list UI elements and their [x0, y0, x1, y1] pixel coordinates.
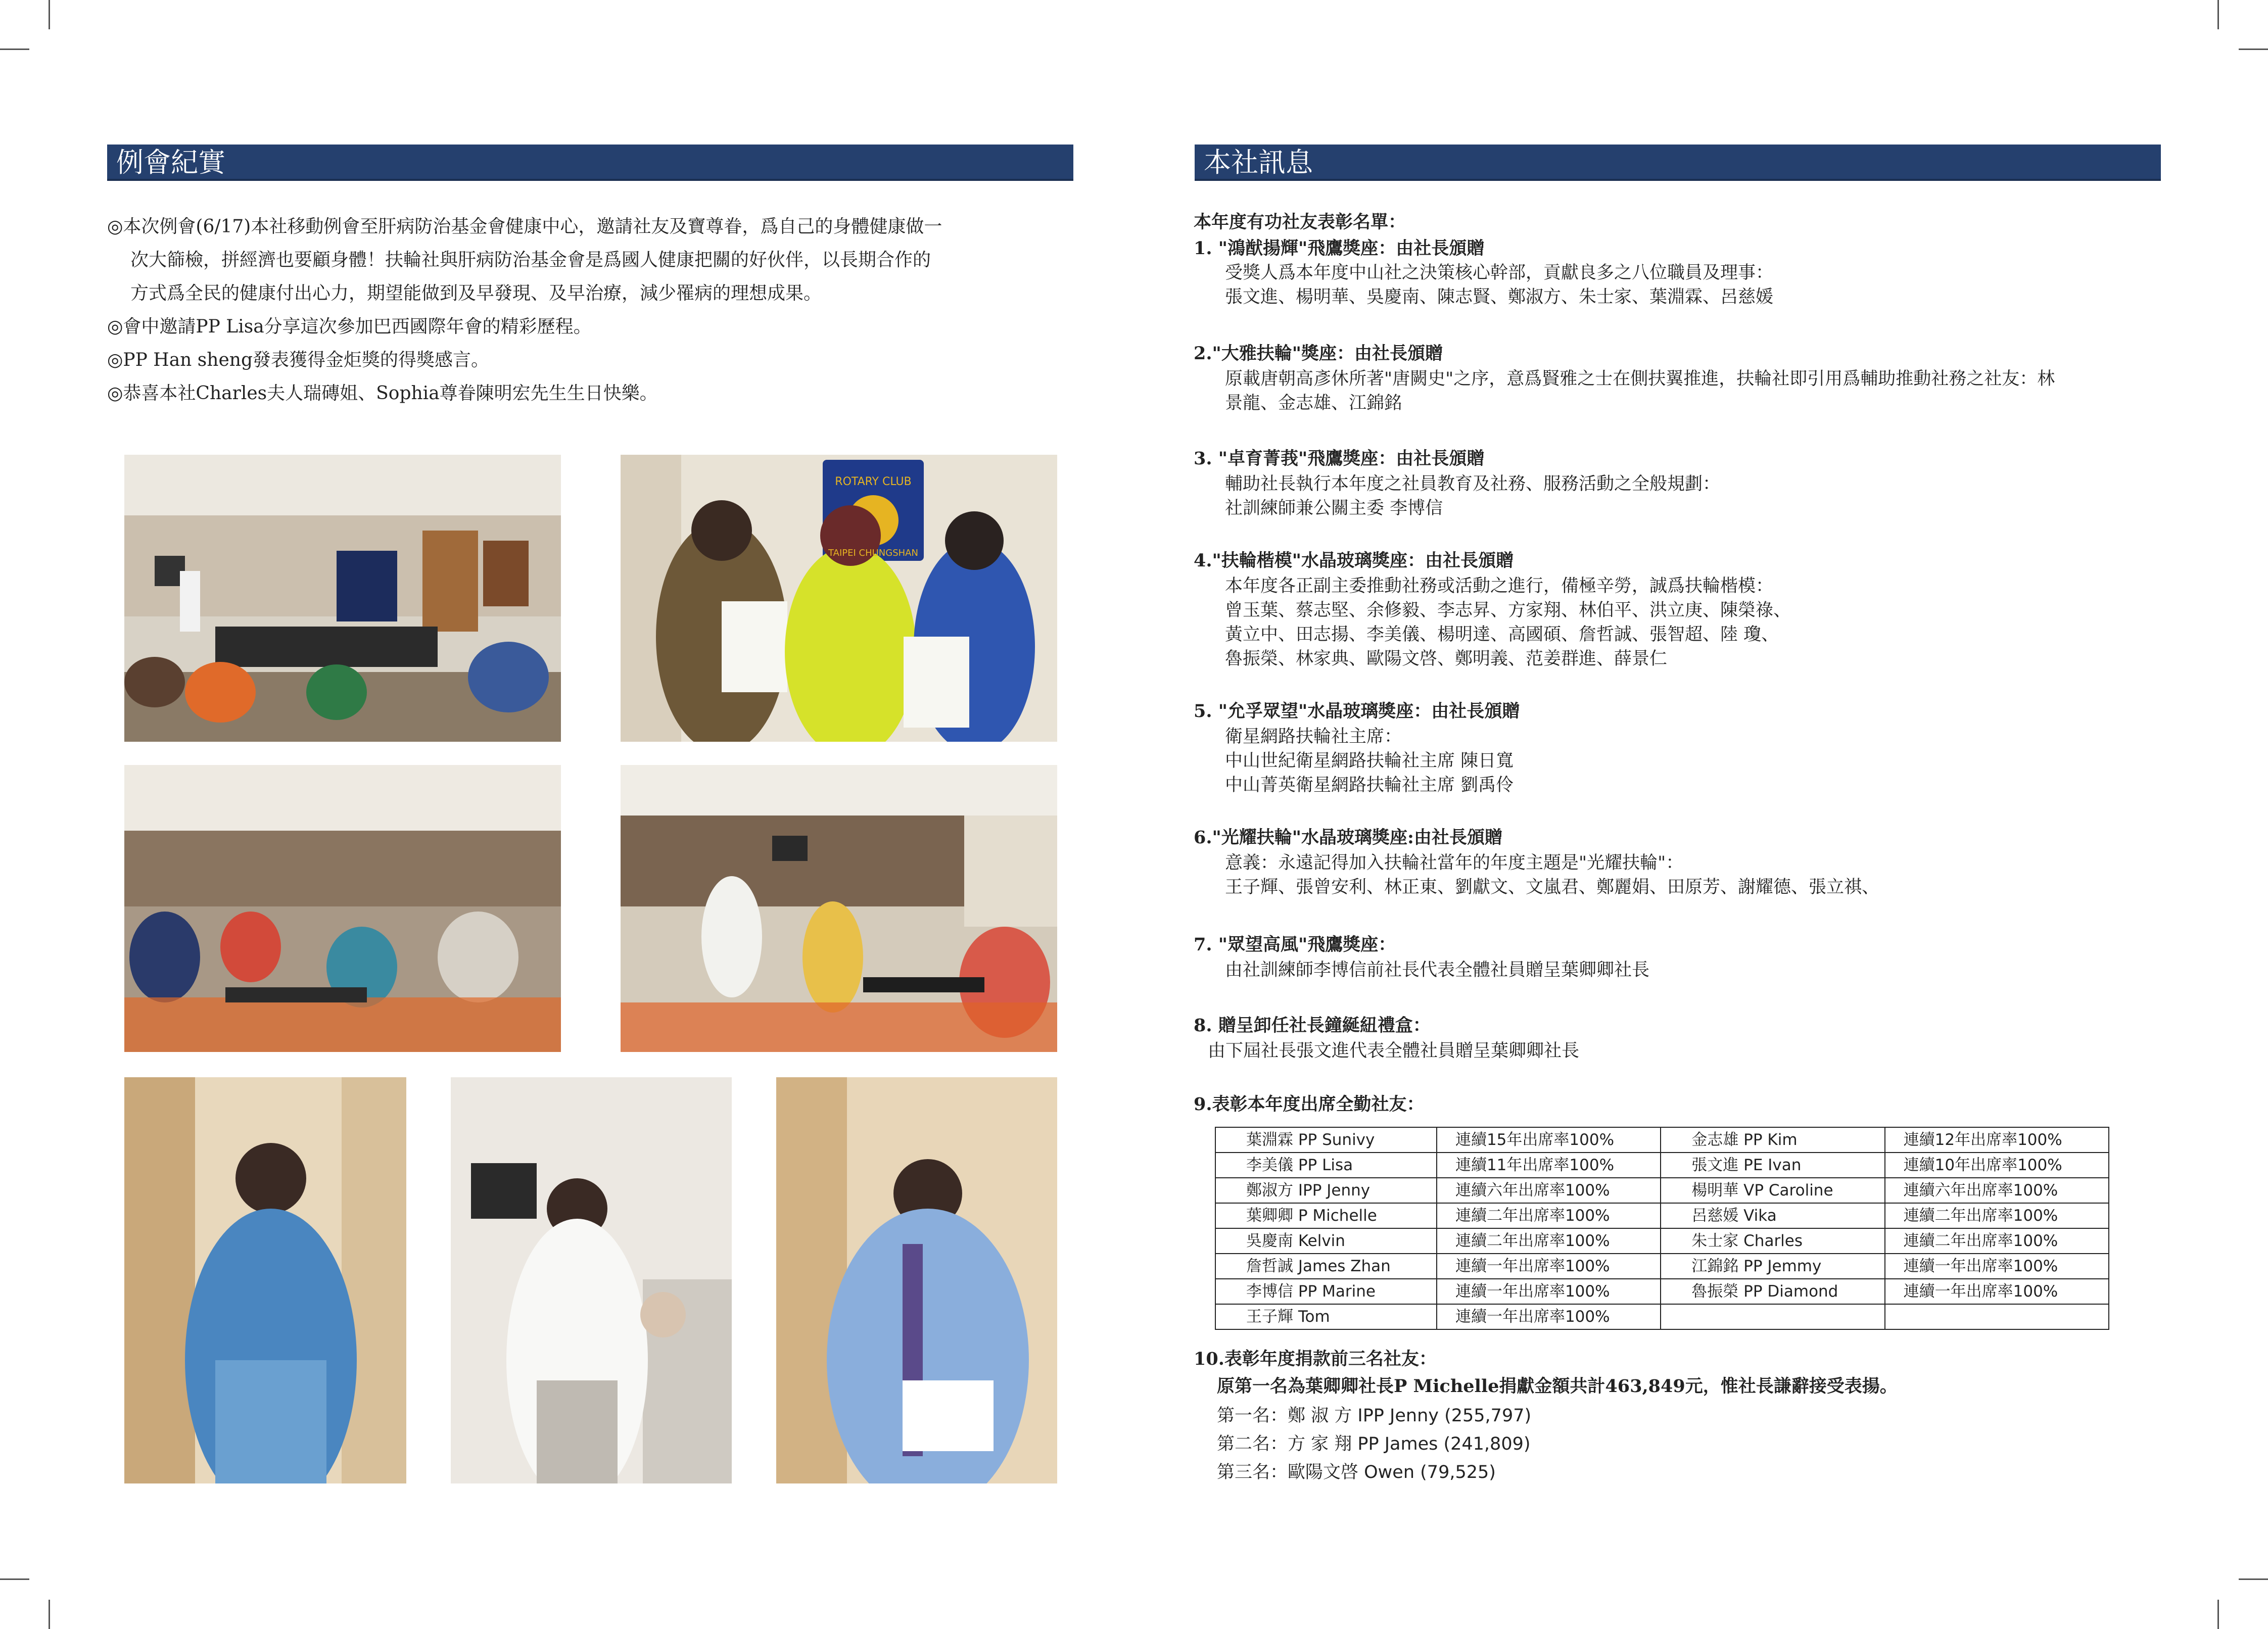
photo-meeting-room: [124, 455, 561, 742]
award-title: 1. "鴻猷揚輝"飛鷹獎座：由社長頒贈: [1194, 238, 1485, 259]
award-line: 本年度各正副主委推動社務或活動之進行，備極辛勞，誠爲扶輪楷模：: [1225, 576, 1774, 596]
attendance-rate: 連續一年出席率100%: [1437, 1279, 1661, 1304]
award-title: 7. "眾望高風"飛鷹獎座：: [1194, 934, 1396, 955]
attendance-member: 楊明華 VP Caroline: [1661, 1178, 1884, 1203]
award-title: 3. "卓育菁莪"飛鷹獎座：由社長頒贈: [1194, 448, 1485, 469]
attendance-rate: 連續六年出席率100%: [1437, 1178, 1661, 1203]
attendance-member: 李美儀 PP Lisa: [1215, 1153, 1437, 1178]
attendance-member: 朱士家 Charles: [1661, 1228, 1884, 1254]
award-line: 意義：永遠記得加入扶輪社當年的年度主題是"光耀扶輪"：: [1225, 853, 1684, 873]
donation-rank-3: 第三名：歐陽文啓 Owen (79,525): [1217, 1462, 1496, 1482]
attendance-table: [1215, 1127, 2109, 1330]
attendance-rate: 連續二年出席率100%: [1437, 1203, 1661, 1228]
award-title: 6."光耀扶輪"水晶玻璃獎座:由社長頒贈: [1194, 827, 1502, 848]
bullet-line: ◎本次例會(6/17)本社移動例會至肝病防治基金會健康中心，邀請社友及寶尊眷，爲自己的身體健康做一: [107, 216, 942, 237]
award-line: 輔助社長執行本年度之社員教育及社務、服務活動之全般規劃：: [1225, 474, 1721, 494]
awards-intro: 本年度有功社友表彰名單：: [1194, 212, 1406, 232]
attendance-rate: 連續11年出席率100%: [1437, 1153, 1661, 1178]
donation-rank-2: 第二名：方 家 翔 PP James (241,809): [1217, 1434, 1531, 1454]
attendance-row: [1215, 1254, 2109, 1279]
attendance-member: 魯振榮 PP Diamond: [1661, 1279, 1884, 1304]
attendance-row: [1215, 1228, 2109, 1254]
attendance-rate: 連續二年出席率100%: [1885, 1203, 2109, 1228]
attendance-row: [1215, 1127, 2109, 1153]
award-line: 由下屆社長張文進代表全體社員贈呈葉卿卿社長: [1208, 1041, 1580, 1061]
attendance-member: 金志雄 PP Kim: [1661, 1127, 1884, 1153]
award-title: 5. "允孚眾望"水晶玻璃獎座：由社長頒贈: [1194, 701, 1520, 722]
attendance-member: 詹哲誠 James Zhan: [1215, 1254, 1437, 1279]
attendance-member: 吳慶南 Kelvin: [1215, 1228, 1437, 1254]
attendance-rate: 連續二年出席率100%: [1437, 1228, 1661, 1254]
attendance-member: 葉淵霖 PP Sunivy: [1215, 1127, 1437, 1153]
attendance-member: 李博信 PP Marine: [1215, 1279, 1437, 1304]
attendance-member: 鄭淑方 IPP Jenny: [1215, 1178, 1437, 1203]
attendance-row: [1215, 1304, 2109, 1329]
meeting-record-header: 例會紀實: [107, 145, 1073, 181]
award-line: 曾玉葉、蔡志堅、余修毅、李志昇、方家翔、林伯平、洪立庚、陳榮祿、: [1225, 600, 1791, 620]
bullet-line: ◎會中邀請PP Lisa分享這次參加巴西國際年會的精彩歷程。: [107, 316, 592, 337]
award-line: 衛星網路扶輪社主席：: [1225, 727, 1402, 747]
photo-award-certificates: [621, 455, 1057, 742]
award-title: 4."扶輪楷模"水晶玻璃獎座：由社長頒贈: [1194, 550, 1514, 571]
attendance-member: 葉卿卿 P Michelle: [1215, 1203, 1437, 1228]
crop-mark: [2239, 1578, 2268, 1580]
donation-note: 原第一名為葉卿卿社長P Michelle捐獻金額共計463,849元，惟社長謙辭接受表揚。: [1217, 1376, 1898, 1397]
photo-speaker-man-1: [451, 1077, 732, 1483]
award-line: 中山世紀衛星網路扶輪社主席 陳日寬: [1225, 751, 1514, 771]
attendance-member: 江錦銘 PP Jemmy: [1661, 1254, 1884, 1279]
award-line: 魯振榮、林家典、歐陽文啓、鄭明義、范姜群進、薛景仁: [1225, 649, 1668, 669]
attendance-rate: 連續一年出席率100%: [1437, 1304, 1661, 1329]
photo-speaker-man-2: [776, 1077, 1057, 1483]
banner-text-bottom: TAIPEI CHUNGSHAN: [828, 548, 918, 558]
award-line: 社訓練師兼公關主委 李博信: [1225, 498, 1443, 518]
award-title: 8. 贈呈卸任社長鐘綖紐禮盒：: [1194, 1015, 1431, 1036]
attendance-rate: 連續六年出席率100%: [1885, 1178, 2109, 1203]
attendance-rate: 連續一年出席率100%: [1437, 1254, 1661, 1279]
photo-dining-hall-1: [124, 765, 561, 1052]
attendance-rate: 連續一年出席率100%: [1885, 1254, 2109, 1279]
attendance-row: [1215, 1178, 2109, 1203]
attendance-title: 9.表彰本年度出席全勤社友：: [1194, 1094, 1425, 1115]
meeting-bullets: [107, 210, 1077, 410]
award-line: 原載唐朝高彥休所著"唐闕史"之序，意爲賢雅之士在側扶翼推進，扶輪社即引用爲輔助推動社務之社友：林: [1225, 369, 2055, 389]
attendance-member: 張文進 PE Ivan: [1661, 1153, 1884, 1178]
award-line: 景龍、金志雄、江錦銘: [1225, 393, 1402, 413]
award-line: 王子輝、張曾安利、林正東、劉獻文、文嵐君、鄭麗娟、田原芳、謝耀德、張立祺、: [1225, 877, 1880, 897]
bullet-line: 方式爲全民的健康付出心力，期望能做到及早發現、及早治療，減少罹病的理想成果。: [130, 283, 822, 304]
award-title: 2."大雅扶輪"獎座：由社長頒贈: [1194, 343, 1443, 364]
bullet-line: 次大篩檢，拼經濟也要顧身體！扶輪社與肝病防治基金會是爲國人健康把關的好伙伴，以長期合作的: [130, 250, 931, 270]
photo-dining-hall-2: [621, 765, 1057, 1052]
donation-rank-1: 第一名：鄭 淑 方 IPP Jenny (255,797): [1217, 1406, 1532, 1426]
attendance-row: [1215, 1203, 2109, 1228]
club-news-header: 本社訊息: [1195, 145, 2161, 181]
crop-mark: [49, 1600, 50, 1629]
crop-mark: [49, 0, 50, 29]
attendance-member: 呂慈媛 Vika: [1661, 1203, 1884, 1228]
attendance-row: [1215, 1153, 2109, 1178]
attendance-rate: 連續一年出席率100%: [1885, 1279, 2109, 1304]
award-line: 受獎人爲本年度中山社之決策核心幹部，貢獻良多之八位職員及理事：: [1225, 263, 1774, 283]
attendance-rate: [1885, 1304, 2109, 1329]
photo-speaker-woman: [124, 1077, 406, 1483]
banner-text-top: ROTARY CLUB: [835, 475, 912, 488]
attendance-row: [1215, 1279, 2109, 1304]
attendance-member: 王子輝 Tom: [1215, 1304, 1437, 1329]
attendance-member: [1661, 1304, 1884, 1329]
bullet-line: ◎恭喜本社Charles夫人瑞磚姐、Sophia尊眷陳明宏先生生日快樂。: [107, 383, 658, 404]
attendance-rate: 連續二年出席率100%: [1885, 1228, 2109, 1254]
crop-mark: [0, 1578, 29, 1580]
crop-mark: [2239, 49, 2268, 50]
award-line: 黃立中、田志揚、李美儀、楊明達、高國碩、詹哲誠、張智超、陸 瓊、: [1225, 625, 1779, 645]
attendance-rate: 連續10年出席率100%: [1885, 1153, 2109, 1178]
attendance-rate: 連續12年出席率100%: [1885, 1127, 2109, 1153]
award-line: 中山菁英衛星網路扶輪社主席 劉禹伶: [1225, 775, 1514, 795]
attendance-rate: 連續15年出席率100%: [1437, 1127, 1661, 1153]
crop-mark: [2217, 0, 2219, 29]
bullet-line: ◎PP Han sheng發表獲得金炬獎的得獎感言。: [107, 350, 489, 370]
crop-mark: [0, 49, 29, 50]
donation-title: 10.表彰年度捐款前三名社友：: [1194, 1349, 1437, 1369]
award-line: 張文進、楊明華、吳慶南、陳志賢、鄭淑方、朱士家、葉淵霖、呂慈媛: [1225, 287, 1774, 307]
award-line: 由社訓練師李博信前社長代表全體社員贈呈葉卿卿社長: [1225, 960, 1650, 980]
crop-mark: [2217, 1600, 2219, 1629]
